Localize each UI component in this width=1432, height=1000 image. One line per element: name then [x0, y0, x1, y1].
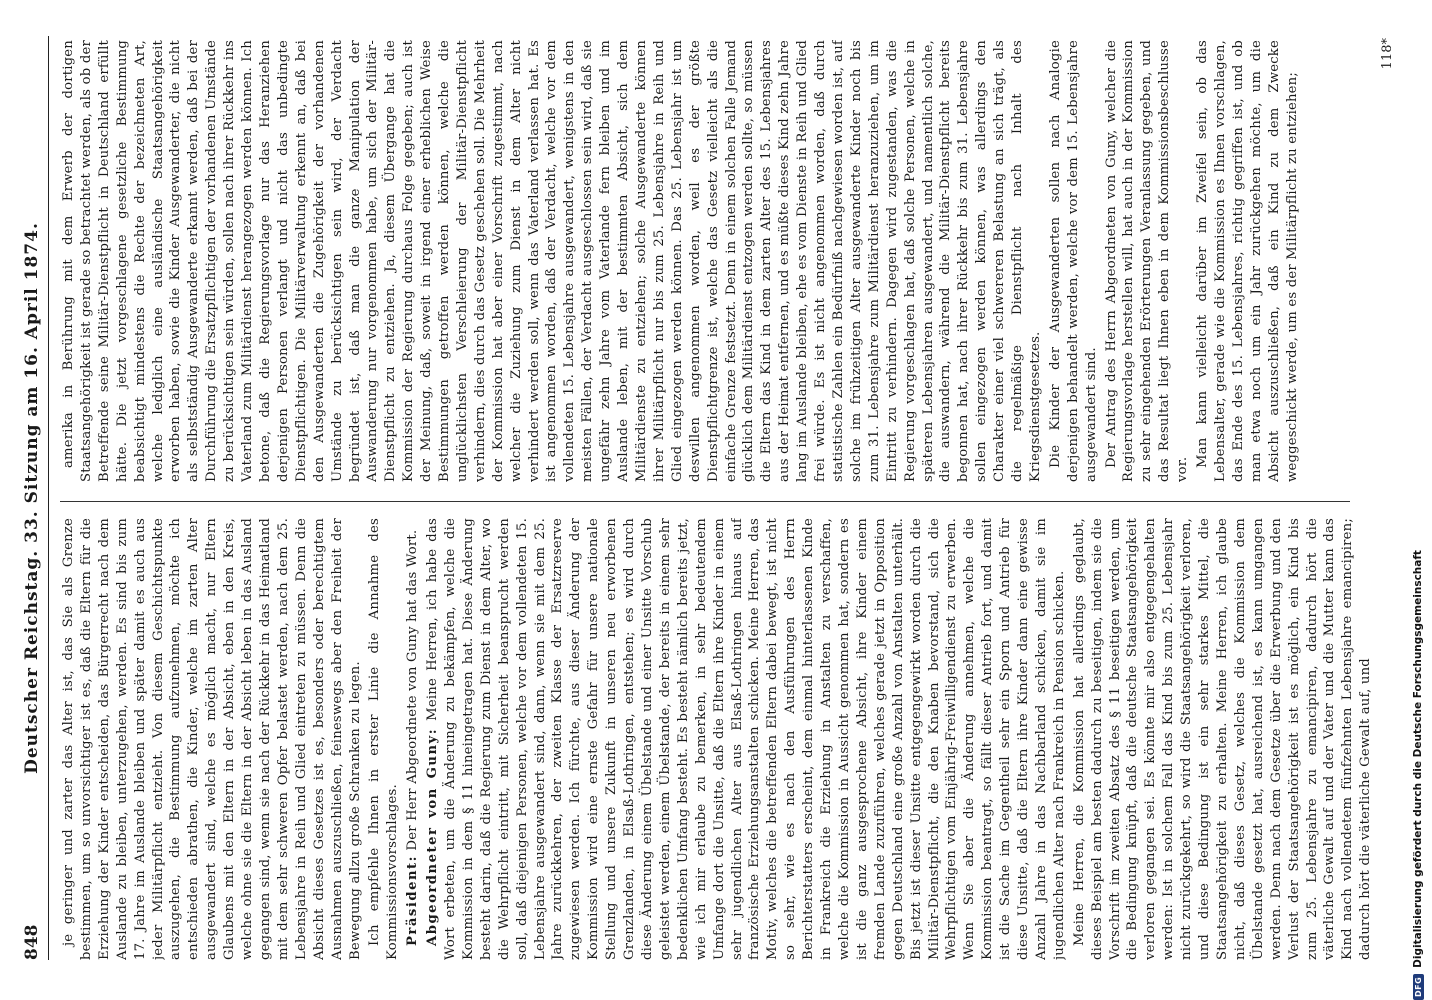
page-title: Deutscher Reichstag. 33. Sitzung am 16. April 1874.	[22, 222, 42, 774]
dfg-logo-icon: DFG	[1413, 974, 1424, 1000]
paragraph: je geringer und zarter das Alter ist, das Sie als Grenze bestimmen, um so unvorsichtiger ist es, daß die Eltern für die Erziehung der Kinder entscheiden, das Bürgerrecht nach dem Auslande zu bleiben, unterzugehen, werden. Es sind bis zum 17. Jahre im Auslande bleiben und später damit es auch aus jeder Militärpflicht entzieht. Von diesem Geschichtspunkte auszugehen, die Bestimmung aufzunehmen, möchte ich entschieden abrathen, die Kinder, welche im zarten Alter ausgewandert sind, welche es möglich macht, nur Eltern Glaubens mit den Eltern in der Absicht, eben in den Kreis, welche ohne sie die Eltern in der Absicht leben in das Ausland gegangen sind, wenn sie nach der Rückkehr in das Heimatland mit dem sehr schweren Opfer belastet werden, nach dem 25. Lebensjahre in Reih und Glied eintreten zu müssen. Denn die Absicht dieses Gesetzes ist es, besonders oder berechtigtem Ausnahmen auszuschließen, feineswegs aber den Freiheit der Bewegung allzu große Schranken zu legen.	[61, 518, 363, 960]
page-header	[22, 36, 49, 960]
paragraph: Präsident: Der Herr Abgeordnete von Guny hat das Wort.	[405, 529, 421, 946]
paragraph: Die Kinder der Ausgewanderten sollen nach Analogie derjenigen behandelt werden, welche vor dem 15. Lebensjahre ausgewandert sind.	[1047, 40, 1099, 482]
column-divider	[60, 501, 1350, 502]
speaker-name: Abgeordneter von Guny:	[425, 727, 441, 946]
left-column	[60, 518, 1380, 960]
speaker-name: Präsident:	[405, 854, 421, 946]
paragraph: Abgeordneter von Guny: Meine Herren, ich habe das Wort erbeten, um die Änderung zu bekämpfen, welche die Kommission in dem § 11 hineingetragen hat. Diese Änderung besteht darin, daß die Regierung zum Dienst in dem Alter, wo die Wehrpflicht eintritt, mit Sicherheit beansprucht werden soll, daß diejenigen Personen, welche vor dem vollendeten 15. Lebensjahre ausgewandert sind, dann, wenn sie mit dem 25. Jahre zurückkehren, der zweiten Klasse der Ersatzreserve zugewiesen werden. Ich fürchte, aus dieser Änderung der Kommission wird eine ernste Gefahr für unsere nationale Stellung und unsere Zukunft in unseren neu erworbenen Grenzlanden, in Elsaß-Lothringen, entstehen; es wird durch diese Änderung einem Übelstande und einer Unsitte Vorschub geleistet werden, einem Übelstande, der bereits in einem sehr bedenklichen Umfang besteht. Es besteht nämlich bereits jetzt, wie ich mir erlaube zu bemerken, in sehr bedeutendem Umfange dort die Unsitte, daß die Eltern ihre Kinder in einem sehr jugendlichen Alter aus Elsaß-Lothringen hinaus auf französische Erziehungsanstalten schicken. Meine Herren, das Motiv, welches die betreffenden Eltern dabei bewegt, ist nicht so sehr, wie es nach den Ausführungen des Herrn Berichterstatters erscheint, dem einmal hinterlassenen Kinde in Frankreich die Erziehung in Anstalten zu verschaffen, welche die Kommission in Aussicht genommen hat, sondern es ist die ganz ausgesprochene Absicht, ihre Kinder einem fremden Lande zuzuführen, welches gerade jetzt in Opposition gegen Deutschland eine große Anzahl von Anstalten unterhält. Bis jetzt ist dieser Unsitte entgegengewirkt worden durch die Militär-Dienstpflicht, die den Knaben bevorstand, sich die Wehrpflichtigen vom Einjährig-Freiwilligendienst zu erwerben. Wenn Sie aber die Änderung annehmen, welche die Kommission beantragt, so fällt dieser Antrieb fort, und damit ist die Sache im Gegentheil sehr ein Sporn und Antrieb für diese Unsitte, daß die Eltern ihre Kinder dann eine gewisse Anzahl Jahre in das Nachbarland schicken, damit sie im jugendlichen Alter nach Frankreich in Pension schicken.	[425, 518, 1067, 960]
paragraph: amerika in Berührung mit dem Erwerb der dortigen Staatsangehörigkeit ist gerade so betrachtet werden, als ob der Betreffende seine Militär-Dienstpflicht in Deutschland erfüllt hätte. Die jetzt vorgeschlagene gesetzliche Bestimmung beabsichtigt mindestens die Rechte der bezeichneten Art, welche lediglich eine ausländische Staatsangehörigkeit erworben haben, sowie die Kinder Ausgewanderter, die nicht als selbstständig Ausgewanderte erkannt werden, daß bei der Durchführung die Ersatzpflichtigen der vorhandenen Umstände zu berücksichtigen sein würden, sollen nach ihrer Rückkehr ins Vaterland zum Militärdienst herangezogen werden können. Ich betone, daß die Regierungsvorlage nur das Heranziehen derjenigen Personen verlangt und nicht das unbedingte Dienstpflichtigen. Die Militärverwaltung erkennt an, daß bei den Ausgewanderten die Zugehörigkeit der vorhandenen Umstände zu berücksichtigen sein wird, der Verdacht begründet ist, daß man die ganze Manipulation der Auswanderung nur vorgenommen habe, um sich der Militär-Dienstpflicht zu entziehen. Ja, diesem Übergange hat die Kommission der Regierung durchaus Folge gegeben; auch ist der Meinung, daß, soweit in irgend einer erheblichen Weise Bestimmungen getroffen werden können, welche die unglücklichsten Verschleierung der Militär-Dienstpflicht verhindern, dies durch das Gesetz geschehen soll. Die Mehrheit der Kommission hat aber einer Vorschrift zugestimmt, nach welcher die Zuziehung zum Dienst in dem Alter nicht verhindert werden soll, wenn das Vaterland verlassen hat. Es ist angenommen worden, daß der Verdacht, welche vor dem vollendeten 15. Lebensjahre ausgewandert, wenigstens in den meisten Fällen, der Verdacht ausgeschlossen sein wird, daß sie ungefähr zehn Jahre vom Vaterlande fern bleiben und im Auslande leben, mit der bestimmten Absicht, sich dem Militärdienste zu entziehen; solche Ausgewanderte können ihrer Militärpflicht nur bis zum 25. Lebensjahre in Reih und Glied eingezogen werden können. Das 25. Lebensjahr ist um deswillen angenommen worden, weil es der größte Dienstpflichtgrenze ist, welche das Gesetz vielleicht als die einfache Grenze festsetzt. Denn in einem solchen Falle Jemand glücklich dem Militärdienst entzogen werden sollte, so müssen die Eltern das Kind in dem zarten Alter des 15. Lebensjahres aus der Heimat entfernen, und es müßte dieses Kind zehn Jahre lang im Auslande bleiben, ehe es vom Dienste in Reih und Glied frei würde. Es ist nicht angenommen worden, daß durch statistische Zahlen ein Bedürfniß nachgewiesen worden ist, auf solche im frühzeitigen Alter ausgewanderte Kinder noch bis zum 31. Lebensjahre zum Militärdienst heranzuziehen, um im Eintritt zu verhindern. Dagegen wird zugestanden, was die Regierung vorgeschlagen hat, daß solche Personen, welche in späteren Lebensjahren ausgewandert, und namentlich solche, die auswandern, während die Militär-Dienstpflicht bereits begonnen hat, nach ihrer Rückkehr bis zum 31. Lebensjahre sollen eingezogen werden können, was allerdings den Charakter einer viel schwereren Belastung an sich trägt, als die regelmäßige Dienstpflicht nach Inhalt des Kriegsdienstgesetzes.	[61, 40, 1043, 482]
right-column	[60, 40, 1350, 482]
paragraph: Meine Herren, die Kommission hat allerdings geglaubt, dieses Beispiel am besten dadurch zu beseitigen, indem sie die Vorschrift im zweiten Absatz des § 11 beseitigen werden, um die Bedingung knüpft, daß die deutsche Staatsangehörigkeit verloren gegangen sei. Es könnte mir also entgegengehalten werden: Ist in solchem Fall das Kind bis zum 25. Lebensjahr nicht zurückgekehrt, so wird die Staatsangehörigkeit verloren, und diese Bedingung ist ein sehr starkes Mittel, die Staatsangehörigkeit zu erhalten. Meine Herren, ich glaube nicht, daß dieses Gesetz, welches die Kommission dem Übelstande gesetzt hat, ausreichend ist, es kann umgangen werden. Denn nach dem Gesetze über die Erwerbung und den Verlust der Staatsangehörigkeit ist es möglich, ein Kind bis zum 25. Lebensjahre zu emancipiren, dadurch hört die väterliche Gewalt auf und der Vater und die Mutter kann das Kind nach vollendetem fünfzehnten Lebensjahre emancipiren; dadurch hört die väterliche Gewalt auf, und	[1071, 518, 1374, 960]
digitization-credit	[1408, 550, 1428, 1000]
sheet-signature: 118*	[1380, 38, 1395, 70]
paragraph: Ich empfehle Ihnen in erster Linie die Annahme des Kommissionsvorschlages.	[367, 518, 401, 960]
paragraph: Man kann vielleicht darüber im Zweifel sein, ob das Lebensalter, gerade wie die Kommission es Ihnen vorschlagen, das Ende des 15. Lebensjahres, richtig gegriffen ist, und ob man etwa noch um ein Jahr zurückgehen möchte, um die Absicht auszuschließen, daß ein Kind zu dem Zwecke weggeschickt werde, um es der Militärpflicht zu entziehen;	[1195, 40, 1300, 482]
paragraph: Der Antrag des Herrn Abgeordneten von Guny, welcher die Regierungsvorlage herstellen will, hat auch in der Kommission zu sehr eingehenden Erörterungen Veranlassung gegeben, und das Resultat liegt Ihnen eben in dem Kommissionsbeschlusse vor.	[1103, 40, 1191, 482]
page-number: 848	[22, 924, 42, 960]
credit-text: Digitalisierung gefördert durch die Deutsche Forschungsgemeinschaft	[1412, 550, 1424, 968]
